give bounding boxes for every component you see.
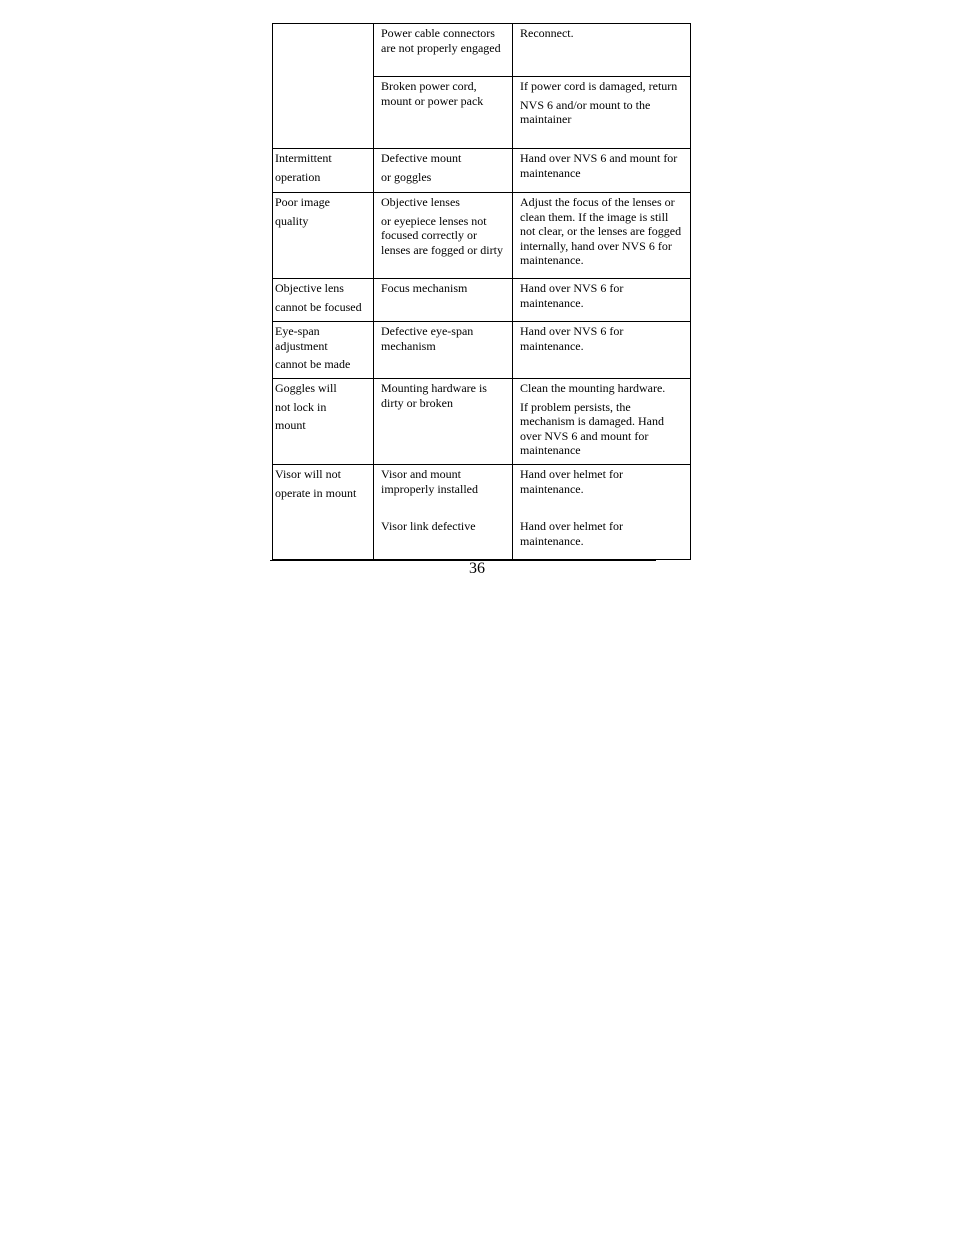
- symptom-text: mount: [275, 418, 306, 432]
- symptom-text: Eye-span adjustment: [275, 324, 328, 353]
- remedy-cell: [513, 465, 691, 560]
- remedy-text: Reconnect.: [520, 26, 574, 40]
- table-row: [273, 465, 691, 560]
- cause-text: Visor and mount improperly installed: [381, 467, 478, 496]
- remedy-text: Hand over NVS 6 for maintenance.: [520, 324, 624, 353]
- troubleshooting-page: [272, 23, 687, 560]
- table-row: [273, 322, 691, 379]
- remedy-text: Clean the mounting hardware.: [520, 381, 666, 395]
- cause-text: Objective lenses: [381, 195, 460, 209]
- cause-text: Broken power cord, mount or power pack: [381, 79, 484, 108]
- cause-text: Focus mechanism: [381, 281, 468, 295]
- symptom-cell: [273, 149, 374, 193]
- cause-cell: [374, 279, 513, 322]
- symptom-text: cannot be focused: [275, 299, 362, 314]
- symptom-text: cannot be made: [275, 357, 351, 371]
- cause-text: Visor link defective: [381, 519, 476, 533]
- cause-text: or eyepiece lenses not focused correctly or lenses are fogged or dirty: [381, 213, 503, 257]
- cause-cell: [374, 77, 513, 149]
- remedy-cell: [513, 193, 691, 279]
- symptom-cell: [273, 193, 374, 279]
- symptom-text: not lock in: [275, 399, 327, 414]
- symptom-text: quality: [275, 213, 309, 228]
- remedy-cell: [513, 379, 691, 465]
- cause-cell: [374, 465, 513, 560]
- symptom-text: operate in mount: [275, 485, 357, 500]
- page-number: 36: [469, 560, 485, 577]
- symptom-text: Goggles will: [275, 381, 337, 395]
- symptom-cell: [273, 24, 374, 149]
- cause-cell: [374, 379, 513, 465]
- symptom-text: Visor will not: [275, 467, 341, 481]
- remedy-cell: [513, 24, 691, 77]
- symptom-text: Intermittent: [275, 151, 332, 165]
- remedy-text: Hand over helmet for maintenance.: [520, 519, 623, 548]
- symptom-cell: [273, 465, 374, 560]
- remedy-cell: [513, 279, 691, 322]
- remedy-text: If problem persists, the mechanism is damaged. Hand over NVS 6 and mount for maintenance: [520, 399, 664, 457]
- symptom-text: Poor image: [275, 195, 330, 209]
- table-row: [273, 379, 691, 465]
- symptom-cell: [273, 379, 374, 465]
- remedy-cell: [513, 77, 691, 149]
- table-row: [273, 149, 691, 193]
- remedy-text: NVS 6 and/or mount to the maintainer: [520, 97, 651, 126]
- cause-text: Defective eye-span mechanism: [381, 324, 474, 353]
- remedy-text: Hand over NVS 6 and mount for maintenance: [520, 151, 678, 180]
- remedy-text: Adjust the focus of the lenses or clean them. If the image is still not clear, or the lenses are fogged internally, hand over NVS 6 for maintenance.: [520, 195, 682, 267]
- remedy-text: If power cord is damaged, return: [520, 79, 678, 93]
- cause-text: Mounting hardware is dirty or broken: [381, 381, 487, 410]
- symptom-cell: [273, 279, 374, 322]
- remedy-cell: [513, 149, 691, 193]
- table-row: [273, 279, 691, 322]
- symptom-text: Objective lens: [275, 281, 344, 295]
- cause-cell: [374, 193, 513, 279]
- cause-cell: [374, 322, 513, 379]
- cause-cell: [374, 149, 513, 193]
- cause-cell: [374, 24, 513, 77]
- symptom-cell: [273, 322, 374, 379]
- remedy-cell: [513, 322, 691, 379]
- remedy-text: Hand over NVS 6 for maintenance.: [520, 281, 624, 310]
- symptom-text: operation: [275, 169, 321, 184]
- cause-text: Defective mount: [381, 151, 462, 165]
- troubleshooting-table: [272, 23, 691, 560]
- remedy-text: Hand over helmet for maintenance.: [520, 467, 623, 496]
- table-row: [273, 193, 691, 279]
- table-row: [273, 24, 691, 77]
- cause-text: Power cable connectors are not properly engaged: [381, 26, 501, 55]
- cause-text: or goggles: [381, 169, 432, 184]
